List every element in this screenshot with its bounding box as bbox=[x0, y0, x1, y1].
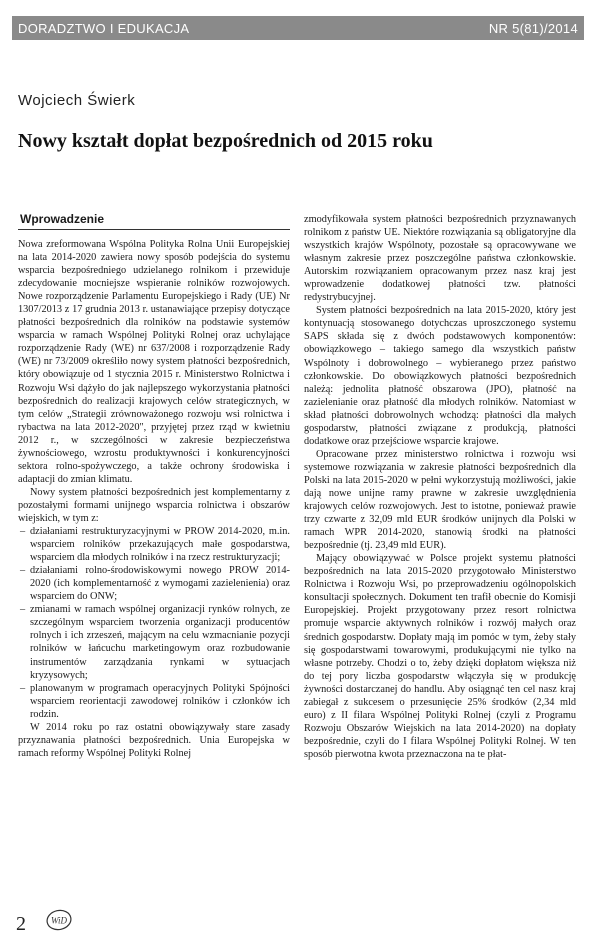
header-section-label: DORADZTWO I EDUKACJA bbox=[18, 20, 190, 36]
article-author: Wojciech Świerk bbox=[18, 92, 136, 109]
bullet-list bbox=[18, 525, 290, 721]
paragraph: W 2014 roku po raz ostatni obowiązywały stare zasady przyznawania płatności bezpośrednich. Unia Europejska w ramach reformy Wspólnej Polityki Rolnej bbox=[18, 721, 290, 759]
list-item: – działaniami restrukturyzacyjnymi w PROW 2014-2020, m.in. wsparciem rolników przekazujących małe gospodarstwa, wsparciem dla młodych rolników i na rzecz restrukturyzacji; bbox=[18, 525, 290, 564]
paragraph: Nowy system płatności bezpośrednich jest komplementarny z pozostałymi formami unijnego wsparcia rolnictwa i obszarów wiejskich, w tym z: bbox=[18, 486, 290, 524]
header-issue-number: NR 5(81)/2014 bbox=[488, 20, 578, 36]
list-item: – zmianami w ramach wspólnej organizacji rynków rolnych, ze szczególnym wsparciem tworzenia organizacji producentów rolnych i ich zrzeszeń, mającym na celu wzmacnianie pozycji rolników w łańcuchu marketingowym oraz rozbudowanie instrumentów zarządzania rynkami w sytuacjach kryzysowych; bbox=[18, 603, 290, 681]
page-number: 2 bbox=[16, 913, 26, 935]
paragraph: Nowa zreformowana Wspólna Polityka Rolna Unii Europejskiej na lata 2014-2020 zawiera nowy sposób podejścia do systemu wsparcia bezpośredniego udzielanego rolnikom i przewiduje zdecydowanie mocniejsze wspieranie rolników rozwojowych. Nowe rozporządzenie Parlamentu Europejskiego i Rady (UE) Nr 1307/2013 z 17 grudnia 2013 r. ustanawiające przepisy dotyczące płatności bezpośrednich dla rolników na podstawie systemów wsparcia w ramach Wspólnej Polityki Rolnej oraz uchylające rozporządzenie Rady (WE) nr 637/2008 i rozporządzenie Rady (WE) nr 73/2009 określiło nowy system płatności bezpośrednich, który obowiązuje od 1 stycznia 2015 r. Ministerstwo Rolnictwa i Rozwoju Wsi dążyło do jak najlepszego wykorzystania płatności bezpośrednich do realizacji krajowych celów strategicznych, w tym celów „Strategii zrównoważonego rozwoju wsi rolnictwa i rybactwa na lata 2012-2020", przyjętej przez rząd w kwietniu 2012 r., w szczególności w zakresie bezpieczeństwa żywnościowego, wzrostu produktywności i konkurencyjności sektora rolno-spożywczego, a także ochrony środowiska i adaptacji do zmian klimatu. bbox=[18, 239, 290, 485]
logo-text: WiD bbox=[50, 915, 68, 926]
paragraph: System płatności bezpośrednich na lata 2015-2020, który jest kontynuacją stosowanego dotychczas uproszczonego systemu SAPS składa się z dwóch podstawowych komponentów: obowiązkowego – takiego samego dla wszystkich państw Wspólnoty i dobrowolnego – wybieranego przez państwo członkowskie. Do obowiązkowych płatności bezpośrednich należą: jednolita płatność obszarowa (JPO), płatność na zazielenianie oraz płatność dla młodych rolników. Natomiast w skład płatności dobrowolnych wchodzą: płatności dla małych gospodarstw, płatności związane z produkcją, płatności dodatkowe oraz przejściowe wsparcie krajowe. bbox=[304, 305, 576, 447]
list-item: – planowanym w programach operacyjnych Polityki Spójności wsparciem reorientacji zawodowej rolników i członków ich rodzin. bbox=[18, 682, 290, 721]
left-column bbox=[18, 213, 290, 760]
running-header bbox=[12, 16, 584, 40]
wid-logo-icon bbox=[46, 909, 72, 931]
paragraph: zmodyfikowała system płatności bezpośrednich przyznawanych rolnikom z państw UE. Niektóre rozwiązania są obligatoryjne dla wszystkich krajów Wspólnoty, pozostałe są opracowywane we własnym zakresie przez poszczególne państwa członkowskie. Autorskim rozwiązaniem opracowanym przez nasz kraj jest wprowadzenie dodatkowej płatności tzw. płatności redystrybucyjnej. bbox=[304, 214, 576, 304]
section-heading: Wprowadzenie bbox=[18, 213, 290, 230]
list-item: – działaniami rolno-środowiskowymi nowego PROW 2014-2020 (ich komplementarność z wymogami zazielenienia) oraz wsparciem do ONW; bbox=[18, 564, 290, 603]
paragraph: Mający obowiązywać w Polsce projekt systemu płatności bezpośrednich na lata 2015-2020 przygotowało Ministerstwo Rolnictwa i Rozwoju Wsi, po przeprowadzeniu ogólnopolskich konsultacji społecznych. Dokument ten trafił obecnie do Komisji Europejskiej. Projekt przygotowany przez resort rolnictwa promuje wsparcie aktywnych rolników i rozwój małych oraz średnich gospodarstw. Dopłaty mają im pomóc w tym, żeby stały się gospodarstwami towarowymi, produkującymi nie tylko na własne potrzeby. Chodzi o to, żeby dzięki dopłatom większa niż do tej pory liczba gospodarstw włączyła się w produkcję żywności dostarczanej do handlu. Aby osiągnąć ten cel nasz kraj zabiegał z sukcesem o przesunięcie 25% środków (2,34 mld euro) z II filara Wspólnej Polityki Rolnej (czyli z Programu Rozwoju Obszarów Wiejskich na lata 2014-2020) na dopłaty bezpośrednie, czyli do I filara Wspólnej Polityki Rolnej. W ten sposób pierwotna kwota przeznaczona na te płat- bbox=[304, 553, 576, 760]
right-column bbox=[304, 213, 576, 761]
article-title: Nowy kształt dopłat bezpośrednich od 2015 roku bbox=[18, 130, 433, 152]
paragraph: Opracowane przez ministerstwo rolnictwa i rozwoju wsi systemowe rozwiązania w zakresie płatności bezpośrednich dla Polski na lata 2015-2020 w pełni wykorzystują możliwości, jakie dają nowe unijne ramy prawne w zakresie uwzględnienia krajowych celów rozwojowych. Jest to istotne, ponieważ prawie trzy czwarte z 32,09 mld EUR środków unijnych dla Polski w ramach WPR 2014-2020, stanowią środki na płatności bezpośrednie (tj. 23,49 mld EUR). bbox=[304, 448, 576, 552]
